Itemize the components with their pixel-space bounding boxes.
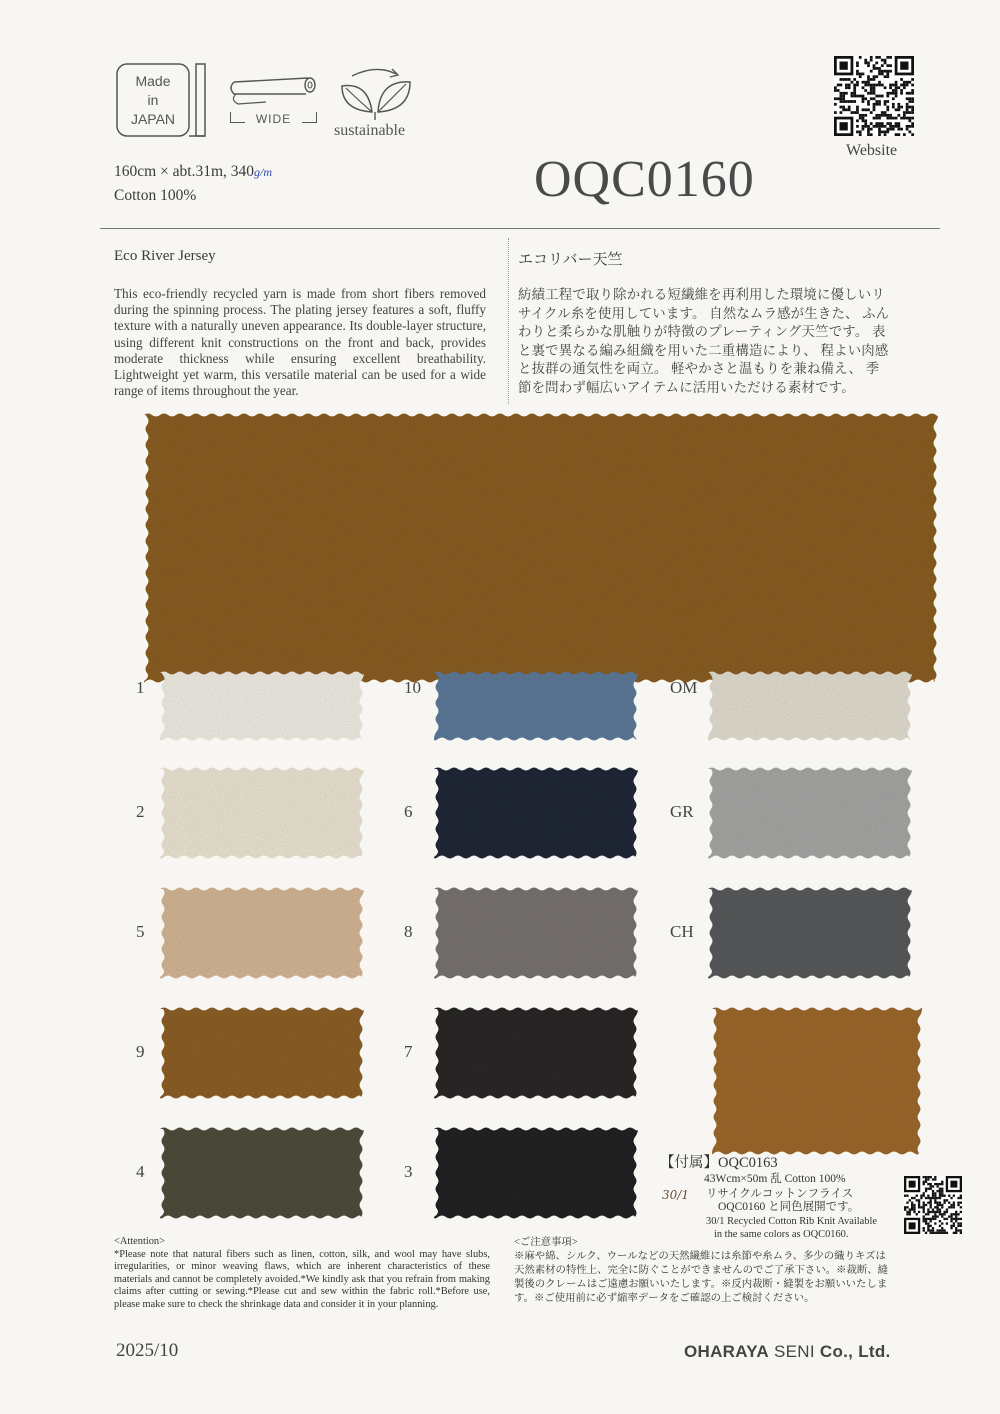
color-number-label: 1: [136, 678, 145, 697]
accessory-jp-line1: リサイクルコットンフライス: [706, 1188, 854, 1200]
fabric-name-en: Eco River Jersey: [114, 248, 216, 264]
wide-fabric-badge: [226, 70, 321, 136]
color-number-label: 3: [404, 1162, 413, 1181]
made-in-text: in: [147, 92, 159, 108]
sustainable-label: sustainable: [334, 122, 406, 139]
company-seni: SENI: [773, 1342, 815, 1361]
color-swatch: [708, 670, 912, 742]
color-number-label: CH: [670, 922, 694, 941]
attention-title-jp: <ご注意事項>: [514, 1237, 578, 1248]
color-swatch: [712, 1006, 922, 1156]
company-main: OHARAYA: [684, 1342, 769, 1361]
wide-label: WIDE: [255, 112, 292, 126]
color-swatch: [160, 1006, 364, 1100]
color-number-label: 5: [136, 922, 145, 941]
color-number-label: 7: [404, 1042, 413, 1061]
wide-roll-icon: [226, 70, 321, 112]
color-number-label: 6: [404, 802, 413, 821]
color-number-label: GR: [670, 802, 694, 821]
accessory-en-line2: in the same colors as OQC0160.: [714, 1229, 849, 1241]
accessory-qr-code[interactable]: [904, 1176, 962, 1234]
accessory-spec: 43Wcm×50m 乱 Cotton 100%: [704, 1173, 846, 1185]
color-number-label: 2: [136, 802, 145, 821]
product-code: OQC0160: [534, 151, 755, 208]
made-in-japan-badge: [112, 60, 212, 142]
attention-body-en: *Please note that natural fibers such as linen, cotton, silk, and wool may have slubs, irregularities, or minor weaving flaws, which are inherent characteristics of these materials and cannot be completely avoided.*We kindly ask that you refrain from making claims after cutting or sewing.*Please cut and sew within the fabric roll.*Before use, please make sure to check the shrinkage data and consider it in your planning.: [114, 1248, 490, 1310]
color-swatch: [160, 766, 364, 860]
website-qr-code[interactable]: [834, 56, 914, 136]
color-swatch: [708, 886, 912, 980]
accessory-handwritten-note: 30/1: [662, 1188, 689, 1202]
main-fabric-swatch: [144, 412, 938, 684]
attention-title-en: <Attention>: [114, 1236, 165, 1247]
accessory-en-line1: 30/1 Recycled Cotton Rib Knit Available: [706, 1215, 877, 1227]
color-swatch: [434, 1006, 638, 1100]
accessory-title: 【付属】OQC0163: [660, 1155, 778, 1171]
color-swatch: [434, 670, 638, 742]
weight-unit: g/m: [254, 165, 273, 179]
color-swatch: [708, 766, 912, 860]
color-swatch: [434, 886, 638, 980]
made-in-text: JAPAN: [130, 111, 176, 127]
color-swatch: [434, 1126, 638, 1220]
color-swatch: [160, 670, 364, 742]
color-number-label: 10: [404, 678, 421, 697]
made-in-text: Made: [135, 73, 171, 89]
color-swatch: [434, 766, 638, 860]
header-divider: [100, 228, 940, 229]
color-number-label: 8: [404, 922, 413, 941]
issue-date: 2025/10: [116, 1340, 179, 1361]
sustainable-badge: [330, 66, 430, 144]
description-en: This eco-friendly recycled yarn is made from short fibers removed during the spinning process. The plating jersey features a soft, fluffy texture with a naturally uneven appearance. Its double-layer structure, using different knit constructions on the front and back, provides moderate thickness while ensuring excellent breathability. Lightweight yet warm, this versatile material can be used for a wide range of items throughout the year.: [114, 286, 486, 399]
fabric-name-jp: エコリバー天竺: [518, 252, 623, 268]
company-suffix: Co., Ltd.: [819, 1342, 891, 1361]
color-number-label: 4: [136, 1162, 145, 1181]
description-jp: 紡績工程で取り除かれる短繊維を再利用した環境に優しいリサイクル糸を使用しています。 自然なムラ感が生きた、 ふんわりと柔らかな肌触りが特徴のプレーティング天竺です。 表と裏で異なる編み組織を用いた二重構造により、 程よい肉感と抜群の通気性を両立。 軽やかさと温もりを兼ね備え、 季節を問わず幅広いアイテムに活用いただける素材です。: [518, 287, 890, 395]
composition: Cotton 100%: [114, 187, 197, 204]
company-name: [684, 1342, 891, 1362]
width-length-weight: 160cm × abt.31m, 340: [114, 163, 255, 180]
color-number-label: 9: [136, 1042, 145, 1061]
website-label: Website: [846, 142, 898, 159]
accessory-jp-line2: OQC0160 と同色展開です。: [718, 1201, 860, 1214]
color-swatch: [160, 886, 364, 980]
attention-body-jp: ※麻や綿、シルク、ウールなどの天然繊維には糸節や糸ムラ、多少の織りキズは天然素材の特性上、完全に防ぐことができませんのでご了承下さい。※裁断、縫製後のクレームはご遠慮お願いいたします。※反内裁断・縫製をお願いいたします。※ご使用前に必ず縮率データをご確認の上ご検討ください。: [514, 1251, 889, 1304]
color-number-label: OM: [670, 678, 698, 697]
leaf-icon: [330, 66, 430, 122]
column-divider: [508, 238, 509, 404]
color-swatch: [160, 1126, 364, 1220]
